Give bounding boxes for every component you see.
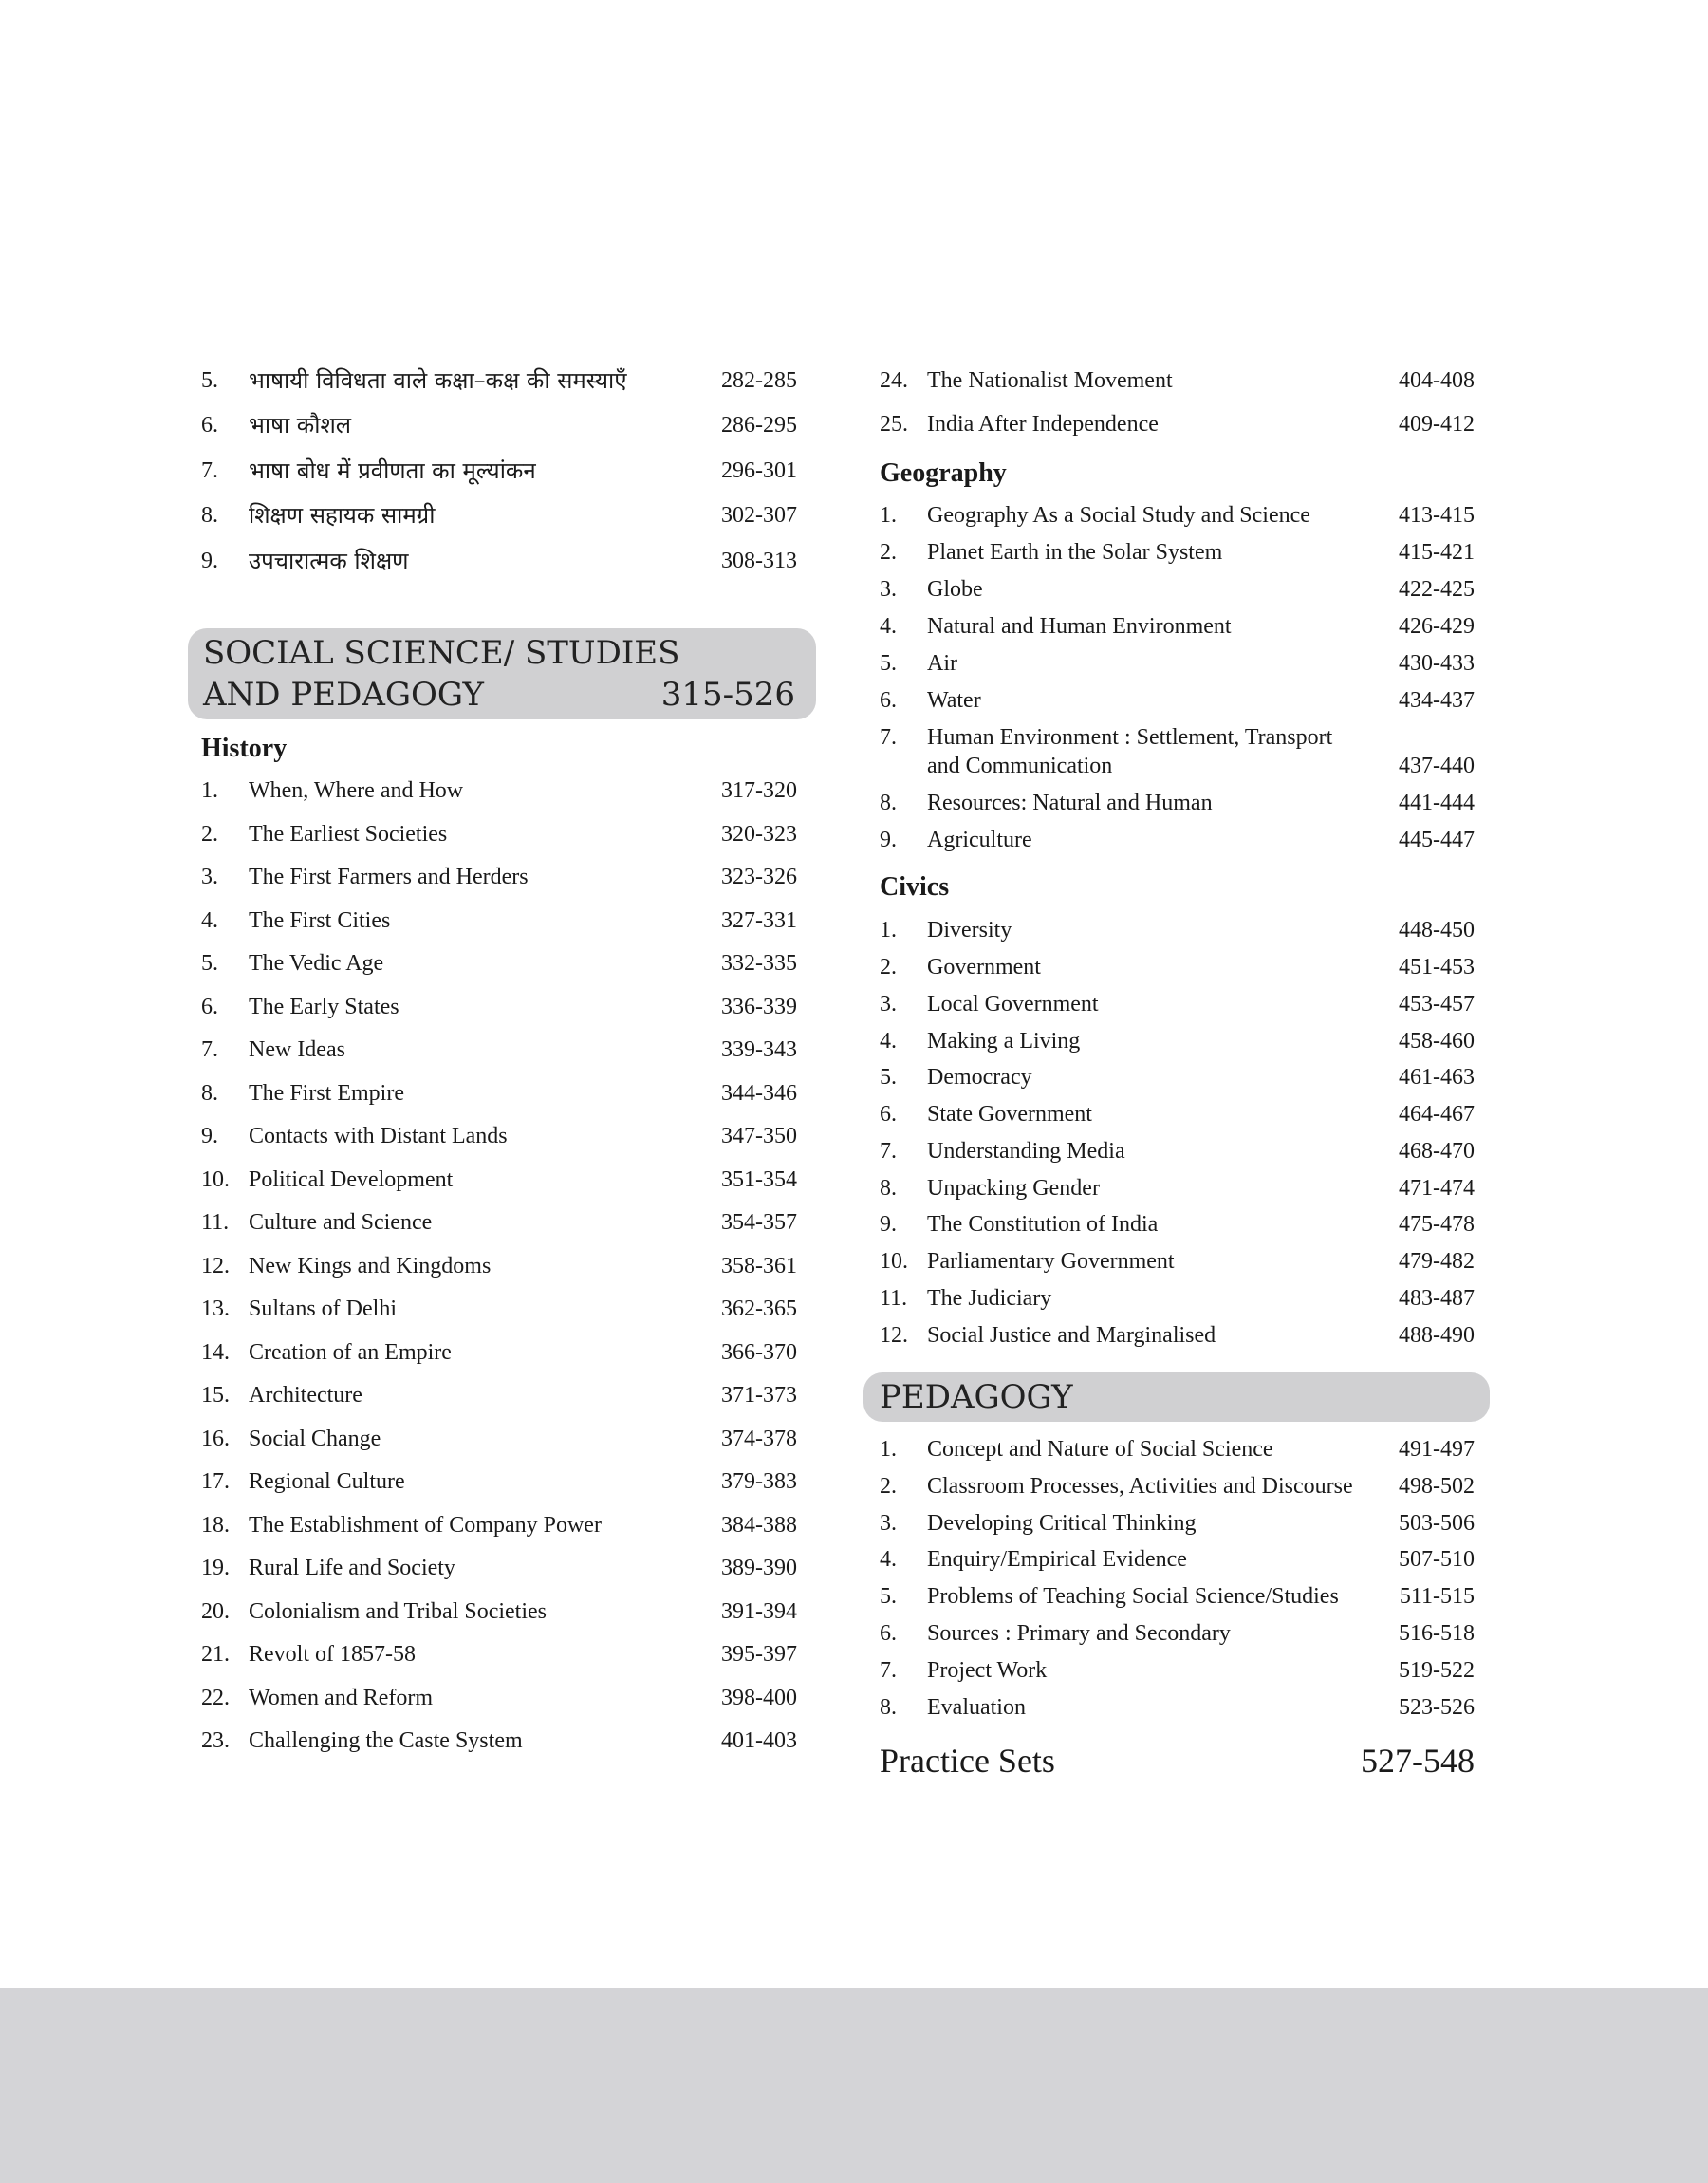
toc-entry [201, 1467, 797, 1496]
toc-entry [201, 457, 797, 485]
entry-pages: 437-440 [1399, 754, 1475, 778]
entry-number: 5. [880, 1065, 897, 1090]
entry-number: 1. [880, 918, 897, 942]
entry-number: 2. [880, 540, 897, 565]
section-title-line2: AND PEDAGOGY [203, 676, 484, 714]
toc-entry [201, 1511, 797, 1539]
entry-pages: 336-339 [721, 995, 797, 1019]
entry-title: Unpacking Gender [927, 1176, 1100, 1201]
entry-pages: 371-373 [721, 1383, 797, 1408]
history-heading: History [201, 734, 288, 763]
entry-pages: 511-515 [1399, 1584, 1475, 1609]
entry-number: 6. [880, 1621, 897, 1646]
entry-number: 6. [880, 1102, 897, 1127]
civics-heading: Civics [880, 872, 950, 902]
entry-title: The First Farmers and Herders [249, 865, 529, 889]
entry-number: 14. [201, 1340, 230, 1365]
entry-pages: 475-478 [1399, 1212, 1475, 1237]
entry-pages: 422-425 [1399, 577, 1475, 602]
entry-pages: 426-429 [1399, 614, 1475, 639]
entry-pages: 441-444 [1399, 791, 1475, 815]
entry-title: Evaluation [927, 1695, 1026, 1720]
toc-entry [201, 906, 797, 935]
section-title-line1: SOCIAL SCIENCE/ STUDIES [203, 634, 680, 672]
entry-pages: 339-343 [721, 1037, 797, 1062]
entry-pages: 409-412 [1399, 412, 1475, 437]
entry-pages: 362-365 [721, 1297, 797, 1321]
toc-entry [201, 1381, 797, 1409]
entry-number: 8. [201, 1081, 218, 1106]
entry-number: 21. [201, 1642, 230, 1667]
entry-title: Democracy [927, 1065, 1032, 1090]
entry-number: 8. [201, 503, 218, 528]
toc-entry [880, 1472, 1475, 1501]
entry-pages: 351-354 [721, 1167, 797, 1192]
entry-title: New Kings and Kingdoms [249, 1254, 492, 1278]
entry-title: The Earliest Societies [249, 822, 448, 847]
entry-title: Diversity [927, 918, 1012, 942]
entry-pages: 434-437 [1399, 688, 1475, 713]
entry-pages: 453-457 [1399, 992, 1475, 1017]
entry-number: 20. [201, 1599, 230, 1624]
entry-number: 8. [880, 1176, 897, 1201]
entry-pages: 503-506 [1399, 1511, 1475, 1536]
entry-title: When, Where and How [249, 778, 464, 803]
entry-number: 3. [201, 865, 218, 889]
toc-entry [201, 1597, 797, 1626]
toc-entry [880, 1063, 1475, 1092]
pedagogy-section-header [863, 1372, 1490, 1422]
entry-title: Human Environment : Settlement, Transport [927, 725, 1333, 750]
entry-number: 15. [201, 1383, 230, 1408]
entry-title: Regional Culture [249, 1469, 405, 1494]
entry-pages: 401-403 [721, 1728, 797, 1753]
entry-title: The Judiciary [927, 1286, 1052, 1311]
toc-entry [201, 1122, 797, 1150]
entry-title: भाषायी विविधता वाले कक्षा–कक्ष की समस्याएँ [249, 367, 627, 394]
toc-entry [880, 723, 1475, 752]
entry-number: 6. [880, 688, 897, 713]
entry-number: 2. [201, 822, 218, 847]
entry-title: Parliamentary Government [927, 1249, 1175, 1274]
entry-title: The Nationalist Movement [927, 368, 1173, 393]
entry-pages: 488-490 [1399, 1323, 1475, 1348]
toc-entry [201, 366, 797, 395]
entry-number: 2. [880, 1474, 897, 1499]
entry-pages: 445-447 [1399, 828, 1475, 852]
toc-entry [201, 1425, 797, 1453]
entry-number: 12. [201, 1254, 230, 1278]
entry-title: Creation of an Empire [249, 1340, 452, 1365]
entry-pages: 398-400 [721, 1686, 797, 1710]
entry-number: 6. [201, 413, 218, 438]
entry-title: The Constitution of India [927, 1212, 1159, 1237]
entry-number: 5. [201, 368, 218, 393]
entry-pages: 320-323 [721, 822, 797, 847]
toc-entry [880, 575, 1475, 604]
toc-entry [880, 953, 1475, 981]
entry-number: 9. [201, 549, 218, 573]
toc-entry [880, 916, 1475, 944]
entry-title: State Government [927, 1102, 1092, 1127]
entry-title: Agriculture [927, 828, 1032, 852]
toc-entry [201, 1684, 797, 1712]
entry-title: Making a Living [927, 1029, 1081, 1054]
entry-number: 7. [880, 1139, 897, 1164]
toc-entry [880, 1545, 1475, 1574]
practice-sets-pages: 527-548 [1361, 1742, 1475, 1780]
toc-entry [880, 1619, 1475, 1648]
toc-entry [880, 410, 1475, 438]
entry-pages: 516-518 [1399, 1621, 1475, 1646]
entry-number: 24. [880, 368, 908, 393]
entry-pages: 358-361 [721, 1254, 797, 1278]
entry-pages: 471-474 [1399, 1176, 1475, 1201]
entry-pages: 308-313 [721, 549, 797, 573]
entry-pages: 302-307 [721, 503, 797, 528]
entry-title: Resources: Natural and Human [927, 791, 1213, 815]
entry-number: 4. [880, 1547, 897, 1572]
entry-number: 10. [201, 1167, 230, 1192]
entry-pages: 464-467 [1399, 1102, 1475, 1127]
pedagogy-heading: PEDAGOGY [880, 1378, 1073, 1416]
entry-pages: 317-320 [721, 778, 797, 803]
entry-number: 3. [880, 577, 897, 602]
entry-title: शिक्षण सहायक सामग्री [249, 502, 436, 529]
toc-entry [880, 538, 1475, 567]
entry-title: Social Justice and Marginalised [927, 1323, 1216, 1348]
toc-entry-continuation [880, 752, 1475, 780]
entry-pages: 395-397 [721, 1642, 797, 1667]
entry-number: 11. [201, 1210, 230, 1235]
toc-entry [880, 1656, 1475, 1685]
entry-pages: 366-370 [721, 1340, 797, 1365]
entry-title: Water [927, 688, 981, 713]
entry-title: Natural and Human Environment [927, 614, 1232, 639]
toc-entry [201, 1079, 797, 1108]
entry-title: Culture and Science [249, 1210, 433, 1235]
entry-pages: 391-394 [721, 1599, 797, 1624]
entry-pages: 404-408 [1399, 368, 1475, 393]
entry-number: 4. [201, 908, 218, 933]
entry-number: 6. [201, 995, 218, 1019]
entry-title: Sultans of Delhi [249, 1297, 397, 1321]
entry-pages: 282-285 [721, 368, 797, 393]
entry-pages: 491-497 [1399, 1437, 1475, 1462]
entry-number: 2. [880, 955, 897, 980]
entry-pages: 479-482 [1399, 1249, 1475, 1274]
entry-number: 5. [880, 1584, 897, 1609]
entry-pages: 483-487 [1399, 1286, 1475, 1311]
entry-pages: 286-295 [721, 413, 797, 438]
entry-number: 8. [880, 791, 897, 815]
toc-entry [201, 1295, 797, 1323]
entry-pages: 461-463 [1399, 1065, 1475, 1090]
toc-entry [880, 1137, 1475, 1166]
entry-pages: 523-526 [1399, 1695, 1475, 1720]
entry-pages: 468-470 [1399, 1139, 1475, 1164]
entry-title: Problems of Teaching Social Science/Studies [927, 1584, 1339, 1609]
entry-title: Challenging the Caste System [249, 1728, 523, 1753]
entry-title: भाषा कौशल [249, 412, 352, 438]
toc-entry [880, 501, 1475, 530]
entry-title: Political Development [249, 1167, 454, 1192]
footer-band [0, 1988, 1708, 2183]
entry-title: Sources : Primary and Secondary [927, 1621, 1231, 1646]
entry-pages: 451-453 [1399, 955, 1475, 980]
toc-entry [880, 612, 1475, 641]
entry-title: Women and Reform [249, 1686, 434, 1710]
entry-title: Architecture [249, 1383, 362, 1408]
entry-title: Contacts with Distant Lands [249, 1124, 508, 1148]
entry-number: 9. [880, 828, 897, 852]
entry-number: 16. [201, 1427, 230, 1451]
entry-title: The Vedic Age [249, 951, 384, 976]
entry-pages: 374-378 [721, 1427, 797, 1451]
entry-title: New Ideas [249, 1037, 345, 1062]
entry-number: 7. [880, 725, 897, 750]
social-science-section-header [188, 628, 816, 719]
entry-title: Government [927, 955, 1041, 980]
toc-entry [201, 949, 797, 978]
entry-title: The First Cities [249, 908, 391, 933]
entry-number: 25. [880, 412, 908, 437]
entry-pages: 332-335 [721, 951, 797, 976]
toc-entry [201, 1338, 797, 1367]
toc-entry [201, 1166, 797, 1194]
toc-entry [880, 686, 1475, 715]
toc-entry [880, 1582, 1475, 1611]
entry-pages: 384-388 [721, 1513, 797, 1538]
entry-pages: 344-346 [721, 1081, 797, 1106]
entry-number: 3. [880, 1511, 897, 1536]
toc-entry [201, 501, 797, 530]
entry-pages: 327-331 [721, 908, 797, 933]
geography-heading: Geography [880, 458, 1007, 488]
entry-pages: 413-415 [1399, 503, 1475, 528]
entry-pages: 498-502 [1399, 1474, 1475, 1499]
entry-title: Social Change [249, 1427, 381, 1451]
entry-title: Enquiry/Empirical Evidence [927, 1547, 1187, 1572]
toc-entry [880, 1210, 1475, 1239]
toc-entry [201, 411, 797, 439]
entry-title: Concept and Nature of Social Science [927, 1437, 1273, 1462]
toc-entry [880, 990, 1475, 1018]
toc-entry [880, 1284, 1475, 1313]
entry-title: The Early States [249, 995, 399, 1019]
entry-number: 19. [201, 1556, 230, 1580]
toc-entry [201, 1208, 797, 1237]
entry-title: Rural Life and Society [249, 1556, 455, 1580]
toc-entry [880, 1174, 1475, 1203]
toc-entry [880, 1693, 1475, 1722]
toc-entry [201, 863, 797, 891]
entry-title: Developing Critical Thinking [927, 1511, 1197, 1536]
entry-title: Project Work [927, 1658, 1048, 1683]
entry-title: Classroom Processes, Activities and Discourse [927, 1474, 1353, 1499]
entry-title: भाषा बोध में प्रवीणता का मूल्यांकन [249, 457, 536, 484]
entry-pages: 379-383 [721, 1469, 797, 1494]
entry-title: उपचारात्मक शिक्षण [249, 548, 409, 574]
toc-entry [880, 826, 1475, 854]
entry-pages: 458-460 [1399, 1029, 1475, 1054]
entry-number: 1. [880, 1437, 897, 1462]
entry-title: Planet Earth in the Solar System [927, 540, 1223, 565]
entry-number: 17. [201, 1469, 230, 1494]
entry-number: 5. [201, 951, 218, 976]
entry-number: 10. [880, 1249, 908, 1274]
entry-number: 18. [201, 1513, 230, 1538]
entry-pages: 323-326 [721, 865, 797, 889]
toc-entry [201, 547, 797, 575]
entry-number: 22. [201, 1686, 230, 1710]
entry-number: 23. [201, 1728, 230, 1753]
entry-pages: 415-421 [1399, 540, 1475, 565]
entry-title: and Communication [927, 754, 1113, 778]
toc-entry [880, 1247, 1475, 1276]
entry-number: 7. [201, 458, 218, 483]
entry-title: The First Empire [249, 1081, 404, 1106]
entry-number: 3. [880, 992, 897, 1017]
toc-entry [880, 1509, 1475, 1538]
entry-title: Colonialism and Tribal Societies [249, 1599, 548, 1624]
toc-entry [201, 1036, 797, 1064]
entry-title: Geography As a Social Study and Science [927, 503, 1310, 528]
entry-number: 13. [201, 1297, 230, 1321]
entry-title: Revolt of 1857-58 [249, 1642, 416, 1667]
toc-entry [880, 649, 1475, 678]
entry-pages: 354-357 [721, 1210, 797, 1235]
entry-title: India After Independence [927, 412, 1159, 437]
toc-entry [201, 1640, 797, 1669]
toc-entry [880, 1100, 1475, 1129]
entry-pages: 507-510 [1399, 1547, 1475, 1572]
toc-entry [880, 366, 1475, 395]
entry-title: Globe [927, 577, 983, 602]
toc-entry [880, 789, 1475, 817]
entry-number: 4. [880, 614, 897, 639]
entry-pages: 347-350 [721, 1124, 797, 1148]
toc-entry [201, 820, 797, 849]
entry-number: 8. [880, 1695, 897, 1720]
entry-pages: 519-522 [1399, 1658, 1475, 1683]
entry-title: Local Government [927, 992, 1099, 1017]
toc-entry [201, 776, 797, 805]
entry-pages: 448-450 [1399, 918, 1475, 942]
entry-title: The Establishment of Company Power [249, 1513, 602, 1538]
toc-entry [880, 1027, 1475, 1055]
entry-number: 1. [201, 778, 218, 803]
entry-pages: 296-301 [721, 458, 797, 483]
entry-number: 7. [201, 1037, 218, 1062]
toc-entry [201, 1252, 797, 1280]
practice-sets-entry [880, 1740, 1475, 1782]
entry-pages: 430-433 [1399, 651, 1475, 676]
entry-number: 12. [880, 1323, 908, 1348]
practice-sets-label: Practice Sets [880, 1742, 1055, 1780]
toc-entry [201, 1726, 797, 1755]
entry-number: 9. [201, 1124, 218, 1148]
entry-number: 11. [880, 1286, 908, 1311]
toc-entry [880, 1321, 1475, 1350]
toc-entry [201, 1554, 797, 1582]
toc-entry [201, 993, 797, 1021]
entry-number: 4. [880, 1029, 897, 1054]
entry-number: 1. [880, 503, 897, 528]
toc-entry [880, 1435, 1475, 1464]
entry-title: Understanding Media [927, 1139, 1125, 1164]
entry-number: 9. [880, 1212, 897, 1237]
entry-number: 7. [880, 1658, 897, 1683]
entry-number: 5. [880, 651, 897, 676]
section-pages: 315-526 [660, 676, 795, 714]
entry-title: Air [927, 651, 957, 676]
entry-pages: 389-390 [721, 1556, 797, 1580]
